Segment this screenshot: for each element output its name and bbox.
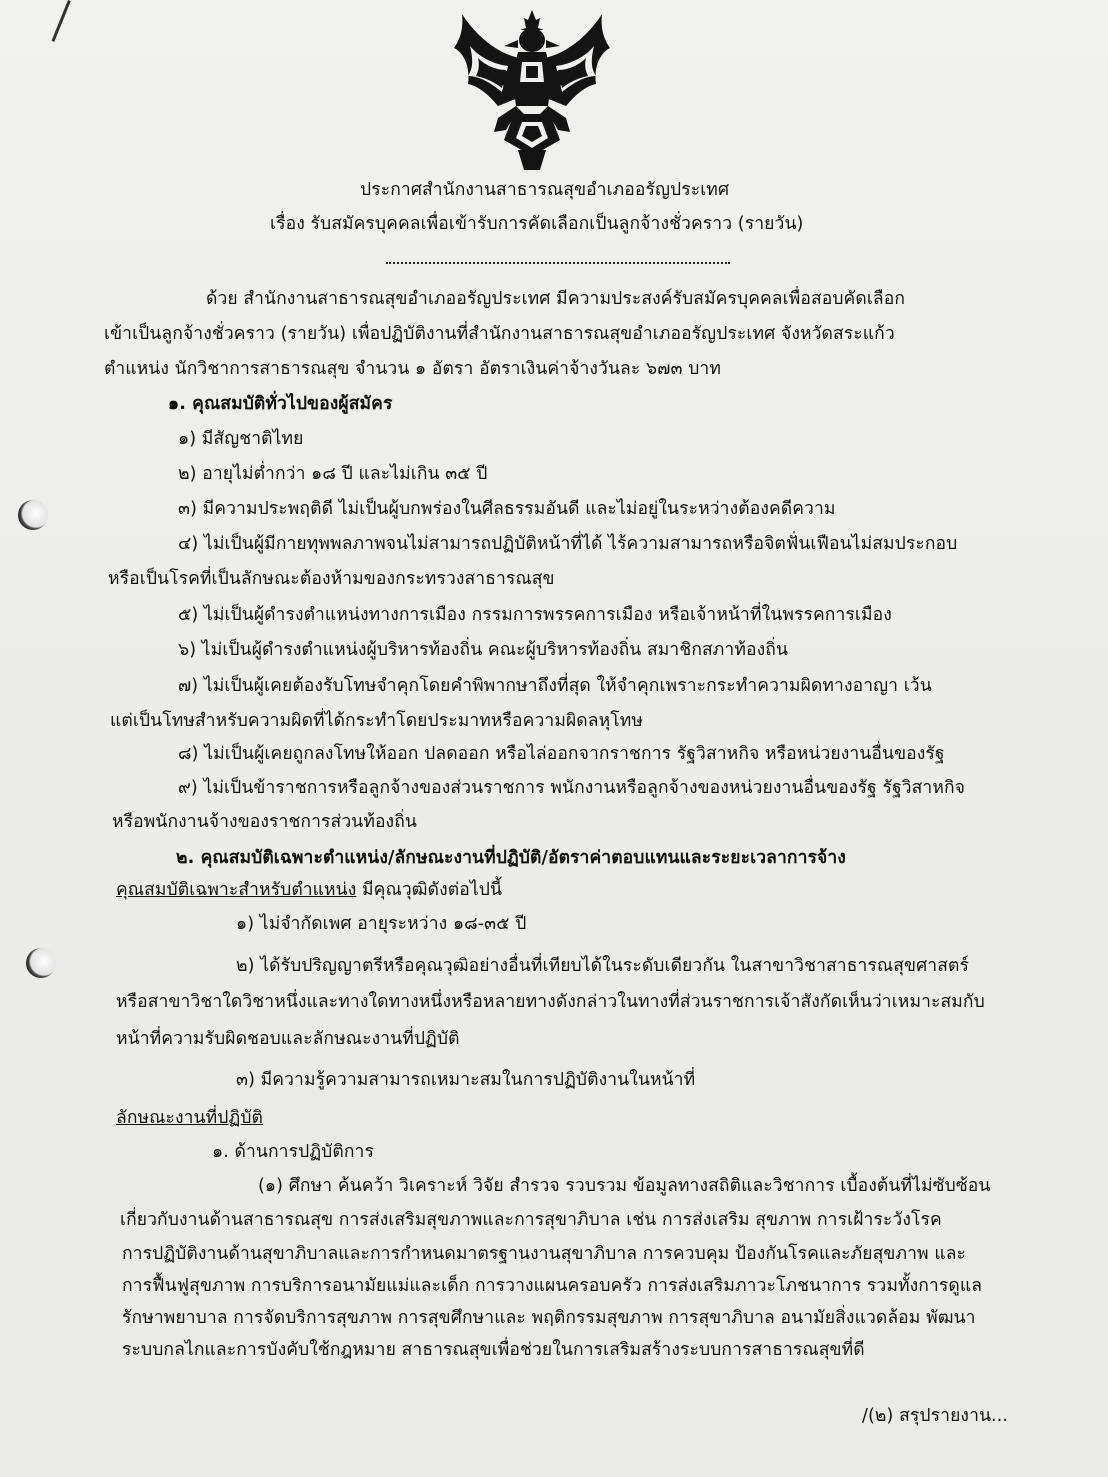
garuda-emblem-icon	[448, 6, 616, 174]
intro-line: เข้าเป็นลูกจ้างชั่วคราว (รายวัน) เพื่อปฏิบัติงานที่สำนักงานสาธารณสุขอำเภออรัญประเทศ จังหวัดสระแก้ว	[104, 324, 895, 344]
list-item: ๒) อายุไม่ต่ำกว่า ๑๘ ปี และไม่เกิน ๓๕ ปี	[178, 464, 488, 484]
duties-label: ลักษณะงานที่ปฏิบัติ	[116, 1108, 263, 1128]
spec-item-continuation: หรือสาขาวิชาใดวิชาหนึ่งและทางใดทางหนึ่งหรือหลายทางดังกล่าวในทางที่ส่วนราชการเจ้าสังกัดเห็นว่าเหมาะสมกับ	[116, 992, 985, 1012]
list-item-continuation: หรือพนักงานจ้างของราชการส่วนท้องถิ่น	[112, 812, 417, 832]
spec-item: ๒) ได้รับปริญญาตรีหรือคุณวุฒิอย่างอื่นที่เทียบได้ในระดับเดียวกัน ในสาขาวิชาสาธารณสุขศาสตร์	[236, 956, 969, 976]
section-heading: ๑. คุณสมบัติทั่วไปของผู้สมัคร	[168, 394, 393, 414]
duty-line: ระบบกลไกและการบังคับใช้กฎหมาย สาธารณสุขเพื่อช่วยในการเสริมสร้างระบบการสาธารณสุขที่ดี	[122, 1340, 865, 1360]
duties-subheading: ๑. ด้านการปฏิบัติการ	[212, 1142, 374, 1162]
duty-line: (๑) ศึกษา ค้นคว้า วิเคราะห์ วิจัย สำรวจ รวบรวม ข้อมูลทางสถิติและวิชาการ เบื้องต้นที่ไม่ซับซ้อน	[258, 1176, 991, 1196]
pen-mark	[52, 0, 71, 42]
spec-item: ๓) มีความรู้ความสามารถเหมาะสมในการปฏิบัติงานในหน้าที่	[236, 1070, 696, 1090]
list-item: ๓) มีความประพฤติดี ไม่เป็นผู้บกพร่องในศีลธรรมอันดี และไม่อยู่ในระหว่างต้องคดีความ	[178, 499, 836, 519]
spec-line	[116, 878, 502, 902]
page-continuation: /(๒) สรุปรายงาน...	[862, 1406, 1009, 1426]
punch-hole	[18, 500, 48, 530]
list-item: ๙) ไม่เป็นข้าราชการหรือลูกจ้างของส่วนราชการ พนักงานหรือลูกจ้างของหน่วยงานอื่นของรัฐ รัฐวิสาหกิจ	[178, 778, 966, 798]
spec-item-continuation: หน้าที่ความรับผิดชอบและลักษณะงานที่ปฏิบัติ	[116, 1029, 460, 1049]
list-item: ๗) ไม่เป็นผู้เคยต้องรับโทษจำคุกโดยคำพิพากษาถึงที่สุด ให้จำคุกเพราะกระทำความผิดทางอาญา เว้น	[178, 676, 932, 696]
spec-tail: มีคุณวุฒิดังต่อไปนี้	[356, 880, 503, 900]
intro-line: ด้วย สำนักงานสาธารณสุขอำเภออรัญประเทศ มีความประสงค์รับสมัครบุคคลเพื่อสอบคัดเลือก	[206, 289, 906, 309]
duty-line: เกี่ยวกับงานด้านสาธารณสุข การส่งเสริมสุขภาพและการสุขาภิบาล เช่น การส่งเสริม สุขภาพ การเฝ้าระวังโรค	[120, 1210, 942, 1230]
announcement-subject: เรื่อง รับสมัครบุคคลเพื่อเข้ารับการคัดเลือกเป็นลูกจ้างชั่วคราว (รายวัน)	[270, 214, 804, 234]
list-item: ๔) ไม่เป็นผู้มีกายทุพพลภาพจนไม่สามารถปฏิบัติหน้าที่ได้ ไร้ความสามารถหรือจิตฟั่นเฟือนไม่สมประกอบ	[178, 534, 958, 554]
list-item-continuation: หรือเป็นโรคที่เป็นลักษณะต้องห้ามของกระทรวงสาธารณสุข	[108, 569, 555, 589]
list-item-continuation: แต่เป็นโทษสำหรับความผิดที่ได้กระทำโดยประมาทหรือความผิดลหุโทษ	[110, 711, 644, 731]
spec-item: ๑) ไม่จำกัดเพศ อายุระหว่าง ๑๘-๓๕ ปี	[236, 914, 527, 934]
list-item: ๘) ไม่เป็นผู้เคยถูกลงโทษให้ออก ปลดออก หรือไล่ออกจากราชการ รัฐวิสาหกิจ หรือหน่วยงานอื่นของรัฐ	[178, 744, 945, 764]
duty-line: รักษาพยาบาล การจัดบริการสุขภาพ การสุขศึกษาและ พฤติกรรมสุขภาพ การสุขาภิบาล อนามัยสิ่งแวดล้อม พัฒนา	[122, 1308, 976, 1328]
list-item: ๕) ไม่เป็นผู้ดำรงตำแหน่งทางการเมือง กรรมการพรรคการเมือง หรือเจ้าหน้าที่ในพรรคการเมือง	[178, 605, 892, 625]
punch-hole	[26, 948, 56, 978]
intro-line: ตำแหน่ง นักวิชาการสาธารณสุข จำนวน ๑ อัตรา อัตราเงินค่าจ้างวันละ ๖๗๓ บาท	[104, 359, 721, 379]
spec-label: คุณสมบัติเฉพาะสำหรับตำแหน่ง	[116, 880, 357, 900]
divider	[386, 262, 730, 264]
duty-line: การฟื้นฟูสุขภาพ การบริการอนามัยแม่และเด็ก การวางแผนครอบครัว การส่งเสริมภาวะโภชนาการ รวมทั้งการดูแล	[122, 1276, 983, 1296]
announcement-title: ประกาศสำนักงานสาธารณสุขอำเภออรัญประเทศ	[360, 180, 730, 200]
list-item: ๖) ไม่เป็นผู้ดำรงตำแหน่งผู้บริหารท้องถิ่น คณะผู้บริหารท้องถิ่น สมาชิกสภาท้องถิ่น	[178, 640, 789, 660]
section-heading: ๒. คุณสมบัติเฉพาะตำแหน่ง/ลักษณะงานที่ปฏิบัติ/อัตราค่าตอบแทนและระยะเวลาการจ้าง	[176, 848, 846, 868]
duty-line: การปฏิบัติงานด้านสุขาภิบาลและการกำหนดมาตรฐานงานสุขาภิบาล การควบคุม ป้องกันโรคและภัยสุขภาพ และ	[122, 1244, 967, 1264]
list-item: ๑) มีสัญชาติไทย	[178, 429, 304, 449]
